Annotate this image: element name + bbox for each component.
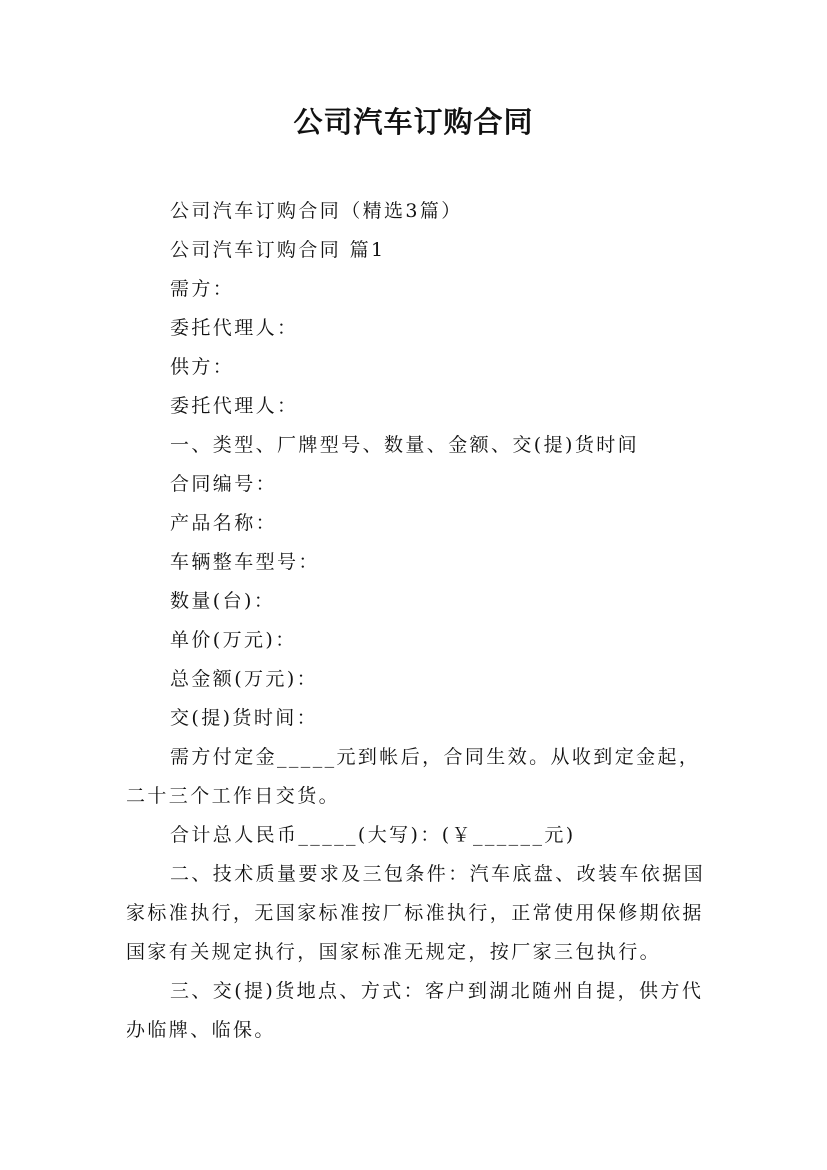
document-title: 公司汽车订购合同 [293,105,534,139]
paragraph-supplier-agent: 委托代理人： [170,395,299,417]
paragraph-unit-price: 单价(万元)： [170,629,297,651]
paragraph-section-heading: 公司汽车订购合同 篇1 [170,239,386,261]
paragraph-product-name: 产品名称： [170,512,278,534]
paragraph-subtitle: 公司汽车订购合同（精选3篇） [170,200,463,222]
paragraph-contract-number: 合同编号： [170,473,278,495]
paragraph-clause-2: 二、技术质量要求及三包条件：汽车底盘、改装车依据国家标准执行，无国家标准按厂标准执行，正常使用保修期依据国家有关规定执行，国家标准无规定，按厂家三包执行。 [126,863,706,963]
paragraph-delivery-time: 交(提)货时间： [170,707,319,729]
paragraph-deposit: 需方付定金_____元到帐后，合同生效。从收到定金起，二十三个工作日交货。 [126,746,701,807]
paragraph-clause-3: 三、交(提)货地点、方式：客户到湖北随州自提，供方代办临牌、临保。 [126,980,704,1041]
paragraph-clause-1: 一、类型、厂牌型号、数量、金额、交(提)货时间 [170,434,640,456]
paragraph-supplier: 供方： [170,356,235,378]
paragraph-buyer-agent: 委托代理人： [170,317,299,339]
paragraph-total-amount: 总金额(万元)： [170,668,319,690]
document-body [126,192,716,1050]
paragraph-quantity: 数量(台)： [170,590,276,612]
paragraph-total-rmb: 合计总人民币_____(大写)：(￥______元) [170,824,576,846]
paragraph-buyer: 需方： [170,278,235,300]
paragraph-vehicle-model: 车辆整车型号： [170,551,320,573]
